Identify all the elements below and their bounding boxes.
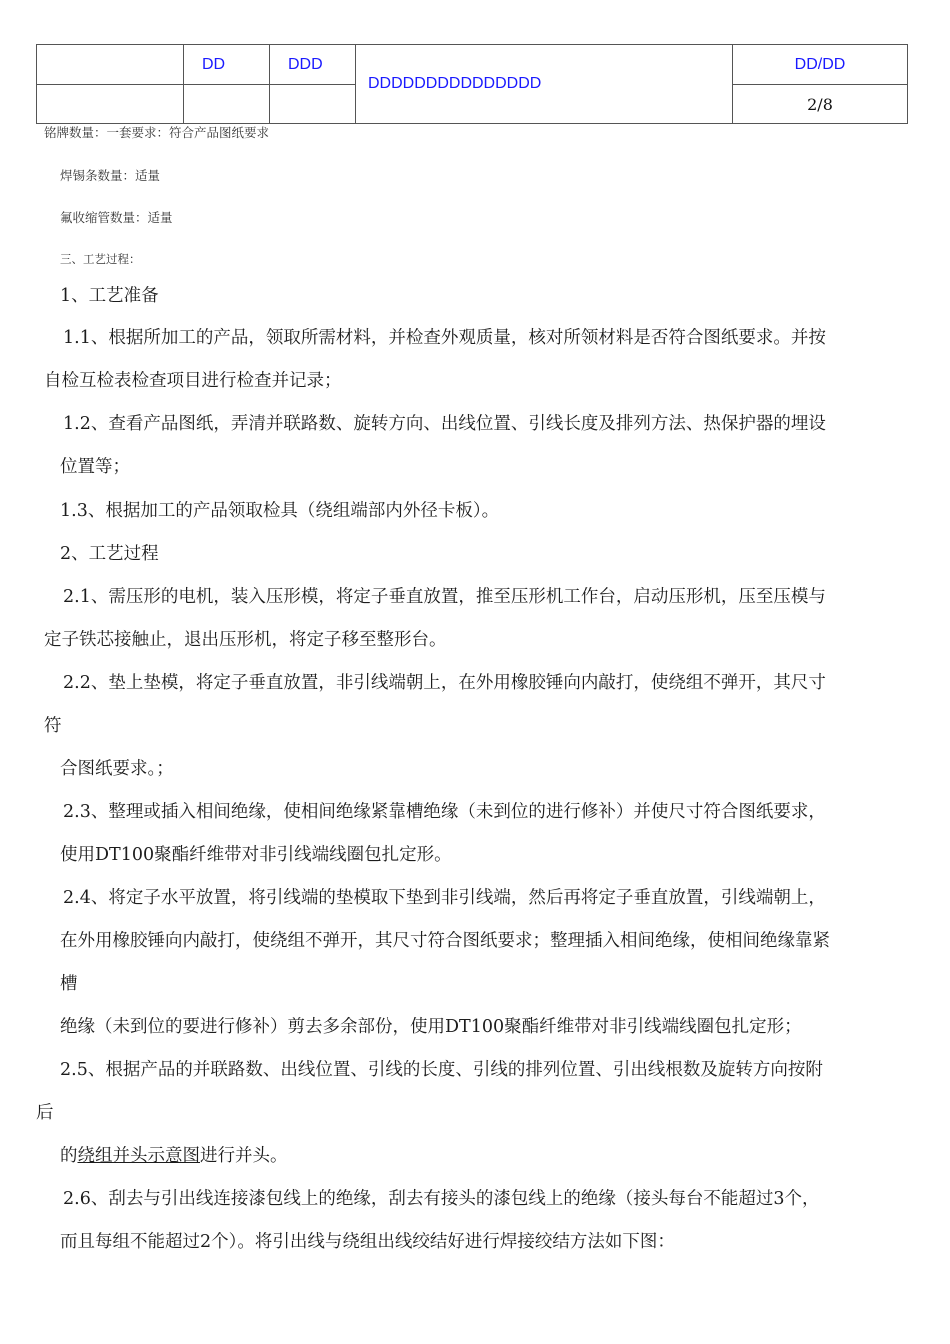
heading-process-prep: 1、工艺准备 bbox=[60, 286, 159, 306]
section-heading: 三、工艺过程： bbox=[60, 252, 141, 266]
step-2-6-line2: 而且每组不能超过2个）。将引出线与绕组出线绞结好进行焊接绞结方法如下图： bbox=[60, 1232, 675, 1252]
header-blank-cell bbox=[37, 45, 184, 85]
heading-process: 2、工艺过程 bbox=[60, 544, 159, 564]
step-2-1-line2: 定子铁芯接触止，退出压形机，将定子移至整形台。 bbox=[44, 630, 447, 650]
step-2-5-suffix: 进行并头。 bbox=[200, 1146, 288, 1166]
header-table bbox=[36, 44, 908, 124]
step-1-1-line1: 1.1、根据所加工的产品，领取所需材料，并检查外观质量，核对所领材料是否符合图纸要求。并按 bbox=[63, 328, 826, 348]
material-shrink-tube: 氟收缩管数量：适量 bbox=[60, 210, 173, 225]
step-2-5-prefix: 的 bbox=[60, 1146, 78, 1166]
header-cell-c: DD/DD bbox=[733, 45, 908, 85]
header-blank-cell bbox=[37, 85, 184, 124]
step-2-4-line1: 2.4、将定子水平放置，将引线端的垫模取下垫到非引线端，然后再将定子垂直放置，引线端朝上， bbox=[63, 888, 826, 908]
material-solder: 焊锡条数量：适量 bbox=[60, 168, 161, 183]
step-2-1-line1: 2.1、需压形的电机，装入压形模，将定子垂直放置，推至压形机工作台，启动压形机，压至压模与 bbox=[63, 587, 826, 607]
step-1-2-line2: 位置等； bbox=[60, 457, 130, 477]
material-nameplate: 铭牌数量：一套要求：符合产品图纸要求 bbox=[44, 125, 270, 140]
step-2-5-line2: 后 bbox=[36, 1103, 54, 1123]
step-2-2-line1: 2.2、垫上垫模，将定子垂直放置，非引线端朝上，在外用橡胶锤向内敲打，使绕组不弹开，其尺寸 bbox=[63, 673, 826, 693]
step-2-3-line1: 2.3、整理或插入相间绝缘，使相间绝缘紧靠槽绝缘（未到位的进行修补）并使尺寸符合图纸要求， bbox=[63, 802, 826, 822]
document-code: DDDDDDDDDDDDDDD bbox=[356, 45, 733, 124]
step-1-2-line1: 1.2、查看产品图纸，弄清并联路数、旋转方向、出线位置、引线长度及排列方法、热保护器的埋设 bbox=[63, 414, 826, 434]
step-2-5-line1: 2.5、根据产品的并联路数、出线位置、引线的长度、引线的排列位置、引出线根数及旋转方向按附 bbox=[60, 1060, 823, 1080]
page-number: 2/8 bbox=[733, 85, 908, 124]
step-1-1-line2: 自检互检表检查项目进行检查并记录； bbox=[44, 371, 342, 391]
step-1-3: 1.3、根据加工的产品领取检具（绕组端部内外径卡板）。 bbox=[60, 501, 500, 521]
step-2-2-line2: 符 bbox=[44, 716, 62, 736]
step-2-5-line3 bbox=[60, 1142, 288, 1167]
step-2-6-line1: 2.6、刮去与引出线连接漆包线上的绝缘，刮去有接头的漆包线上的绝缘（接头每台不能超过3个， bbox=[63, 1189, 820, 1209]
header-cell-b: DDD bbox=[270, 45, 356, 85]
header-blank-cell bbox=[184, 85, 270, 124]
winding-diagram-link[interactable]: 绕组并头示意图 bbox=[77, 1146, 200, 1166]
step-2-4-line2: 在外用橡胶锤向内敲打，使绕组不弹开，其尺寸符合图纸要求；整理插入相间绝缘，使相间绝缘靠紧 bbox=[60, 931, 830, 951]
header-cell-a: DD bbox=[184, 45, 270, 85]
step-2-4-line3: 槽 bbox=[60, 974, 78, 994]
step-2-4-line4: 绝缘（未到位的要进行修补）剪去多余部份，使用DT100聚酯纤维带对非引线端线圈包扎定形； bbox=[60, 1017, 802, 1037]
header-blank-cell bbox=[270, 85, 356, 124]
step-2-2-line3: 合图纸要求。； bbox=[60, 759, 174, 779]
step-2-3-line2: 使用DT100聚酯纤维带对非引线端线圈包扎定形。 bbox=[60, 845, 452, 865]
